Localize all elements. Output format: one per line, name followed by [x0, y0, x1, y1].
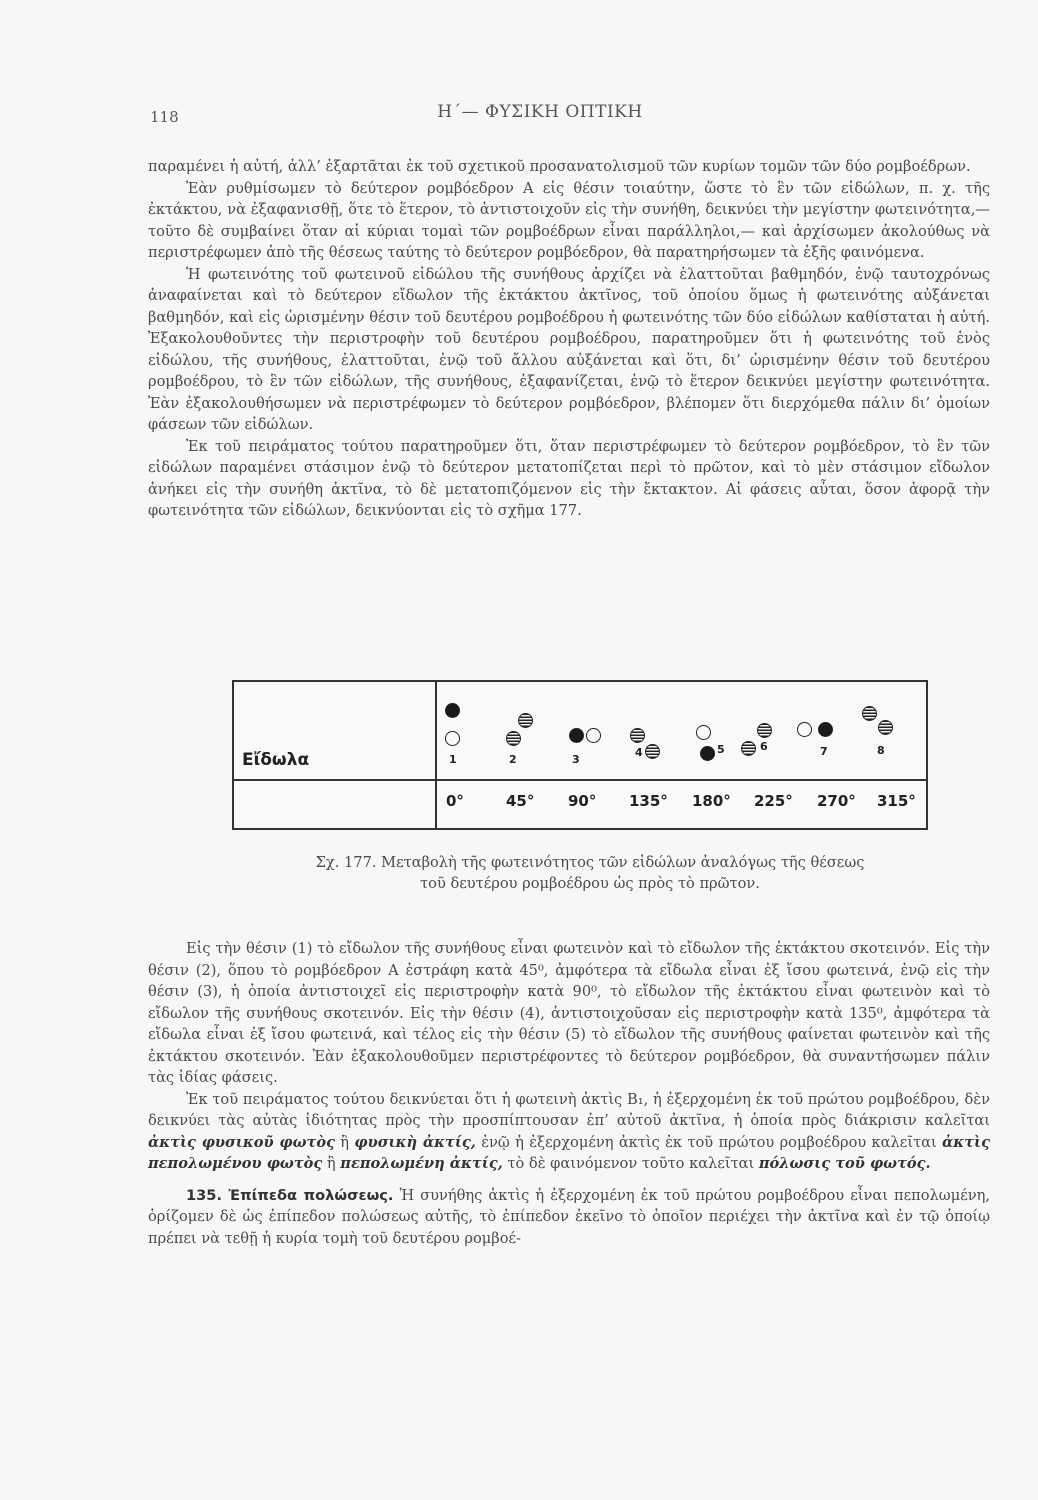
term-natural-light-ray: ἀκτὶς φυσικοῦ φωτὸς	[148, 1133, 335, 1151]
term-polarized-light-ray: ἀκτὶς πεπολωμένου φωτὸς	[148, 1133, 990, 1172]
image-dot-extraordinary	[818, 722, 833, 737]
image-dot-ordinary	[862, 706, 877, 721]
term-polarization: πόλωσις τοῦ φωτός.	[758, 1155, 931, 1172]
position-label: 4	[635, 746, 643, 759]
image-dot-extraordinary	[878, 720, 893, 735]
caption-line-2: τοῦ δευτέρου ρομβοέδρου ὡς πρὸς τὸ πρῶτον.	[420, 875, 760, 892]
section-title: 135. Ἐπίπεδα πολώσεως.	[186, 1186, 394, 1204]
figure-row-label: Εἴδωλα	[242, 750, 310, 770]
position-label: 5	[717, 743, 725, 756]
image-dot-extraordinary	[645, 744, 660, 759]
paragraph-7	[148, 1185, 990, 1250]
position-label: 7	[820, 745, 828, 758]
paragraph-7-text: Ἡ συνήθης ἀκτὶς ἡ ἐξερχομένη ἐκ τοῦ πρώτου ρομβοέδρου εἶναι πεπολωμένη, ὁρίζομεν δὲ ὡς ἐπίπεδον πολώσεως αὐτῆς, τὸ ἐπίπεδον ἐκεῖνο τὸ ὁποῖον περιέχει τὴν ἀκτῖνα καὶ ἐν τῷ ὁποίῳ πρέπει νὰ τεθῇ ἡ κυρία τομὴ τοῦ δευτέρου ρομβοέ-	[148, 1186, 991, 1247]
paragraph-2: Ἐὰν ρυθμίσωμεν τὸ δεύτερον ρομβόεδρον Α εἰς θέσιν τοιαύτην, ὥστε τὸ ἓν τῶν εἰδώλων, π. χ. τῆς ἐκτάκτου, νὰ ἐξαφανισθῇ, ὅτε τὸ ἕτερον, τὸ ἀντιστοιχοῦν εἰς τὴν συνήθη, δεικνύει τὴν μεγίστην φωτεινότητα,— τοῦτο δὲ συμβαίνει ὅταν αἱ κύριαι τομαὶ τῶν ρομβοέδρων εἶναι παράλληλοι,— καὶ ἀρχίσωμεν ἀκολούθως νὰ περιστρέφωμεν ἀπὸ τῆς θέσεως ταύτης τὸ δεύτερον ρομβόεδρον, θὰ παρατηρήσωμεν τὰ ἑξῆς φαινόμενα.	[148, 179, 990, 261]
angle-label: 90°	[568, 792, 597, 810]
image-dot-ordinary	[518, 713, 533, 728]
image-dot-ordinary	[569, 728, 584, 743]
image-dot-ordinary	[797, 722, 812, 737]
connector-or: ἢ	[326, 1155, 336, 1172]
paragraph-1: παραμένει ἡ αὐτή, ἀλλ’ ἐξαρτᾶται ἐκ τοῦ σχετικοῦ προσανατολισμοῦ τῶν κυρίων τομῶν τῶν δύο ρομβοέδρων.	[148, 158, 971, 175]
image-dot-extraordinary	[741, 741, 756, 756]
page-header	[140, 100, 940, 130]
paragraph-6-text: τὸ δὲ φαινόμενον τοῦτο καλεῖται	[507, 1155, 755, 1172]
image-dot-ordinary	[445, 703, 460, 718]
paragraph-3: Ἡ φωτεινότης τοῦ φωτεινοῦ εἰδώλου τῆς συνήθους ἀρχίζει νὰ ἐλαττοῦται βαθμηδόν, ἐνῷ ταυτοχρόνως ἀναφαίνεται καὶ τὸ δεύτερον εἴδωλον τῆς ἐκτάκτου ἀκτῖνος, τοῦ ὁποίου ὅμως ἡ φωτεινότης αὐξάνεται βαθμηδόν, καὶ εἰς ὡρισμένην θέσιν τοῦ δευτέρου ρομβοέδρου ἡ φωτεινότης τῶν δύο εἰδώλων καθίσταται ἡ αὐτή. Ἐξακολουθοῦντες τὴν περιστροφὴν τοῦ δευτέρου ρομβοέδρου, παρατηροῦμεν ὅτι ἡ φωτεινότης τοῦ ἑνὸς εἰδώλου, τῆς συνήθους, ἐλαττοῦται, ἐνῷ τοῦ ἄλλου αὐξάνεται καὶ ὅτι, δι’ ὡρισμένην θέσιν τοῦ δευτέρου ρομβοέδρου, τὸ ἓν τῶν εἰδώλων, τῆς συνήθους, ἐξαφανίζεται, ἐνῷ τὸ ἕτερον δεικνύει μεγίστην φωτεινότητα. Ἐὰν ἐξακολουθήσωμεν νὰ περιστρέφωμεν τὸ δεύτερον ρομβόεδρον, βλέπομεν ὅτι διερχόμεθα πάλιν δι’ ὁμοίων φάσεων τῶν εἰδώλων.	[148, 265, 990, 433]
angle-label: 180°	[692, 792, 731, 810]
image-dot-ordinary	[757, 723, 772, 738]
paragraph-5: Εἰς τὴν θέσιν (1) τὸ εἴδωλον τῆς συνήθους εἶναι φωτεινὸν καὶ τὸ εἴδωλον τῆς ἐκτάκτου σκοτεινόν. Εἰς τὴν θέσιν (2), ὅπου τὸ ρομβόεδρον Α ἐστράφη κατὰ 45⁰, ἀμφότερα τὰ εἴδωλα εἶναι ἐξ ἴσου φωτεινά, ἐνῷ εἰς τὴν θέσιν (3), ἡ ὁποία ἀντιστοιχεῖ εἰς περιστροφὴν κατὰ 90⁰, τὸ εἴδωλον τῆς ἐκτάκτου εἶναι φωτεινὸν καὶ τὸ εἴδωλον τῆς συνήθους σκοτεινόν. Εἰς τὴν θέσιν (4), ἀντιστοιχοῦσαν εἰς περιστροφὴν κατὰ 135⁰, ἀμφότερα τὰ εἴδωλα εἶναι ἐξ ἴσου φωτεινά, καὶ τέλος εἰς τὴν θέσιν (5) τὸ εἴδωλον τῆς συνήθους φαίνεται φωτεινὸν καὶ τῆς ἐκτάκτου σκοτεινόν. Ἐὰν ἐξακολουθοῦμεν περιστρέφοντες τὸ δεύτερον ρομβόεδρον, θὰ συναντήσωμεν πάλιν τὰς ἰδίας φάσεις.	[148, 940, 990, 1086]
page-number: 118	[150, 108, 179, 126]
position-label: 1	[449, 753, 457, 766]
running-title: Η΄— ΦΥΣΙΚΗ ΟΠΤΙΚΗ	[437, 102, 643, 122]
term-polarized-ray: πεπολωμένη ἀκτίς,	[340, 1155, 503, 1172]
angle-label: 315°	[877, 792, 916, 810]
text-upper	[148, 156, 990, 522]
angle-label: 270°	[817, 792, 856, 810]
image-dot-extraordinary	[586, 728, 601, 743]
caption-line-1: Σχ. 177. Μεταβολὴ τῆς φωτεινότητος τῶν εἰδώλων ἀναλόγως τῆς θέσεως	[315, 854, 865, 871]
paragraph-6-text: ἐνῷ ἡ ἐξερχομένη ἀκτὶς ἐκ τοῦ πρώτου ρομβοέδρου καλεῖται	[481, 1133, 937, 1151]
text-lower	[148, 938, 990, 1249]
figure-divider-vertical	[435, 682, 437, 828]
position-label: 8	[877, 744, 885, 757]
position-label: 6	[760, 740, 768, 753]
figure-divider-horizontal	[234, 779, 926, 781]
position-label: 2	[509, 753, 517, 766]
image-dot-extraordinary	[506, 731, 521, 746]
paragraph-4: Ἐκ τοῦ πειράματος τούτου παρατηροῦμεν ὅτι, ὅταν περιστρέφωμεν τὸ δεύτερον ρομβόεδρον, τὸ ἓν τῶν εἰδώλων παραμένει στάσιμον ἐνῷ τὸ δεύτερον μετατοπίζεται περὶ τὸ πρῶτον, καὶ τὸ μὲν στάσιμον εἴδωλον ἀνήκει εἰς τὴν συνήθη ἀκτῖνα, τὸ δὲ μετατοπιζόμενον εἰς τὴν ἔκτακτον. Αἱ φάσεις αὗται, ὅσον ἀφορᾷ τὴν φωτεινότητα τῶν εἰδώλων, δεικνύονται εἰς τὸ σχῆμα 177.	[148, 437, 990, 519]
position-label: 3	[572, 753, 580, 766]
paragraph-6-text: Ἐκ τοῦ πειράματος τούτου δεικνύεται ὅτι ἡ φωτεινὴ ἀκτὶς Β₁, ἡ ἐξερχομένη ἐκ τοῦ πρώτου ρομβοέδρου, δὲν δεικνύει τὰς αὐτὰς ἰδιότητας πρὸς τὴν προσπίπτουσαν ἐπ’ αὐτοῦ ἀκτῖνα, ἡ ὁποία πρὸς διάκρισιν καλεῖται	[148, 1090, 990, 1129]
image-dot-ordinary	[630, 728, 645, 743]
image-dot-extraordinary	[445, 731, 460, 746]
connector-or: ἢ	[340, 1133, 350, 1151]
angle-label: 225°	[754, 792, 793, 810]
figure-caption	[190, 852, 990, 894]
image-dot-ordinary	[696, 725, 711, 740]
figure-177	[232, 680, 928, 830]
angle-label: 135°	[629, 792, 668, 810]
image-dot-extraordinary	[700, 746, 715, 761]
term-natural-ray: φυσικὴ ἀκτίς,	[354, 1133, 476, 1151]
angle-label: 45°	[506, 792, 535, 810]
angle-label: 0°	[446, 792, 464, 810]
paragraph-6	[148, 1089, 990, 1175]
